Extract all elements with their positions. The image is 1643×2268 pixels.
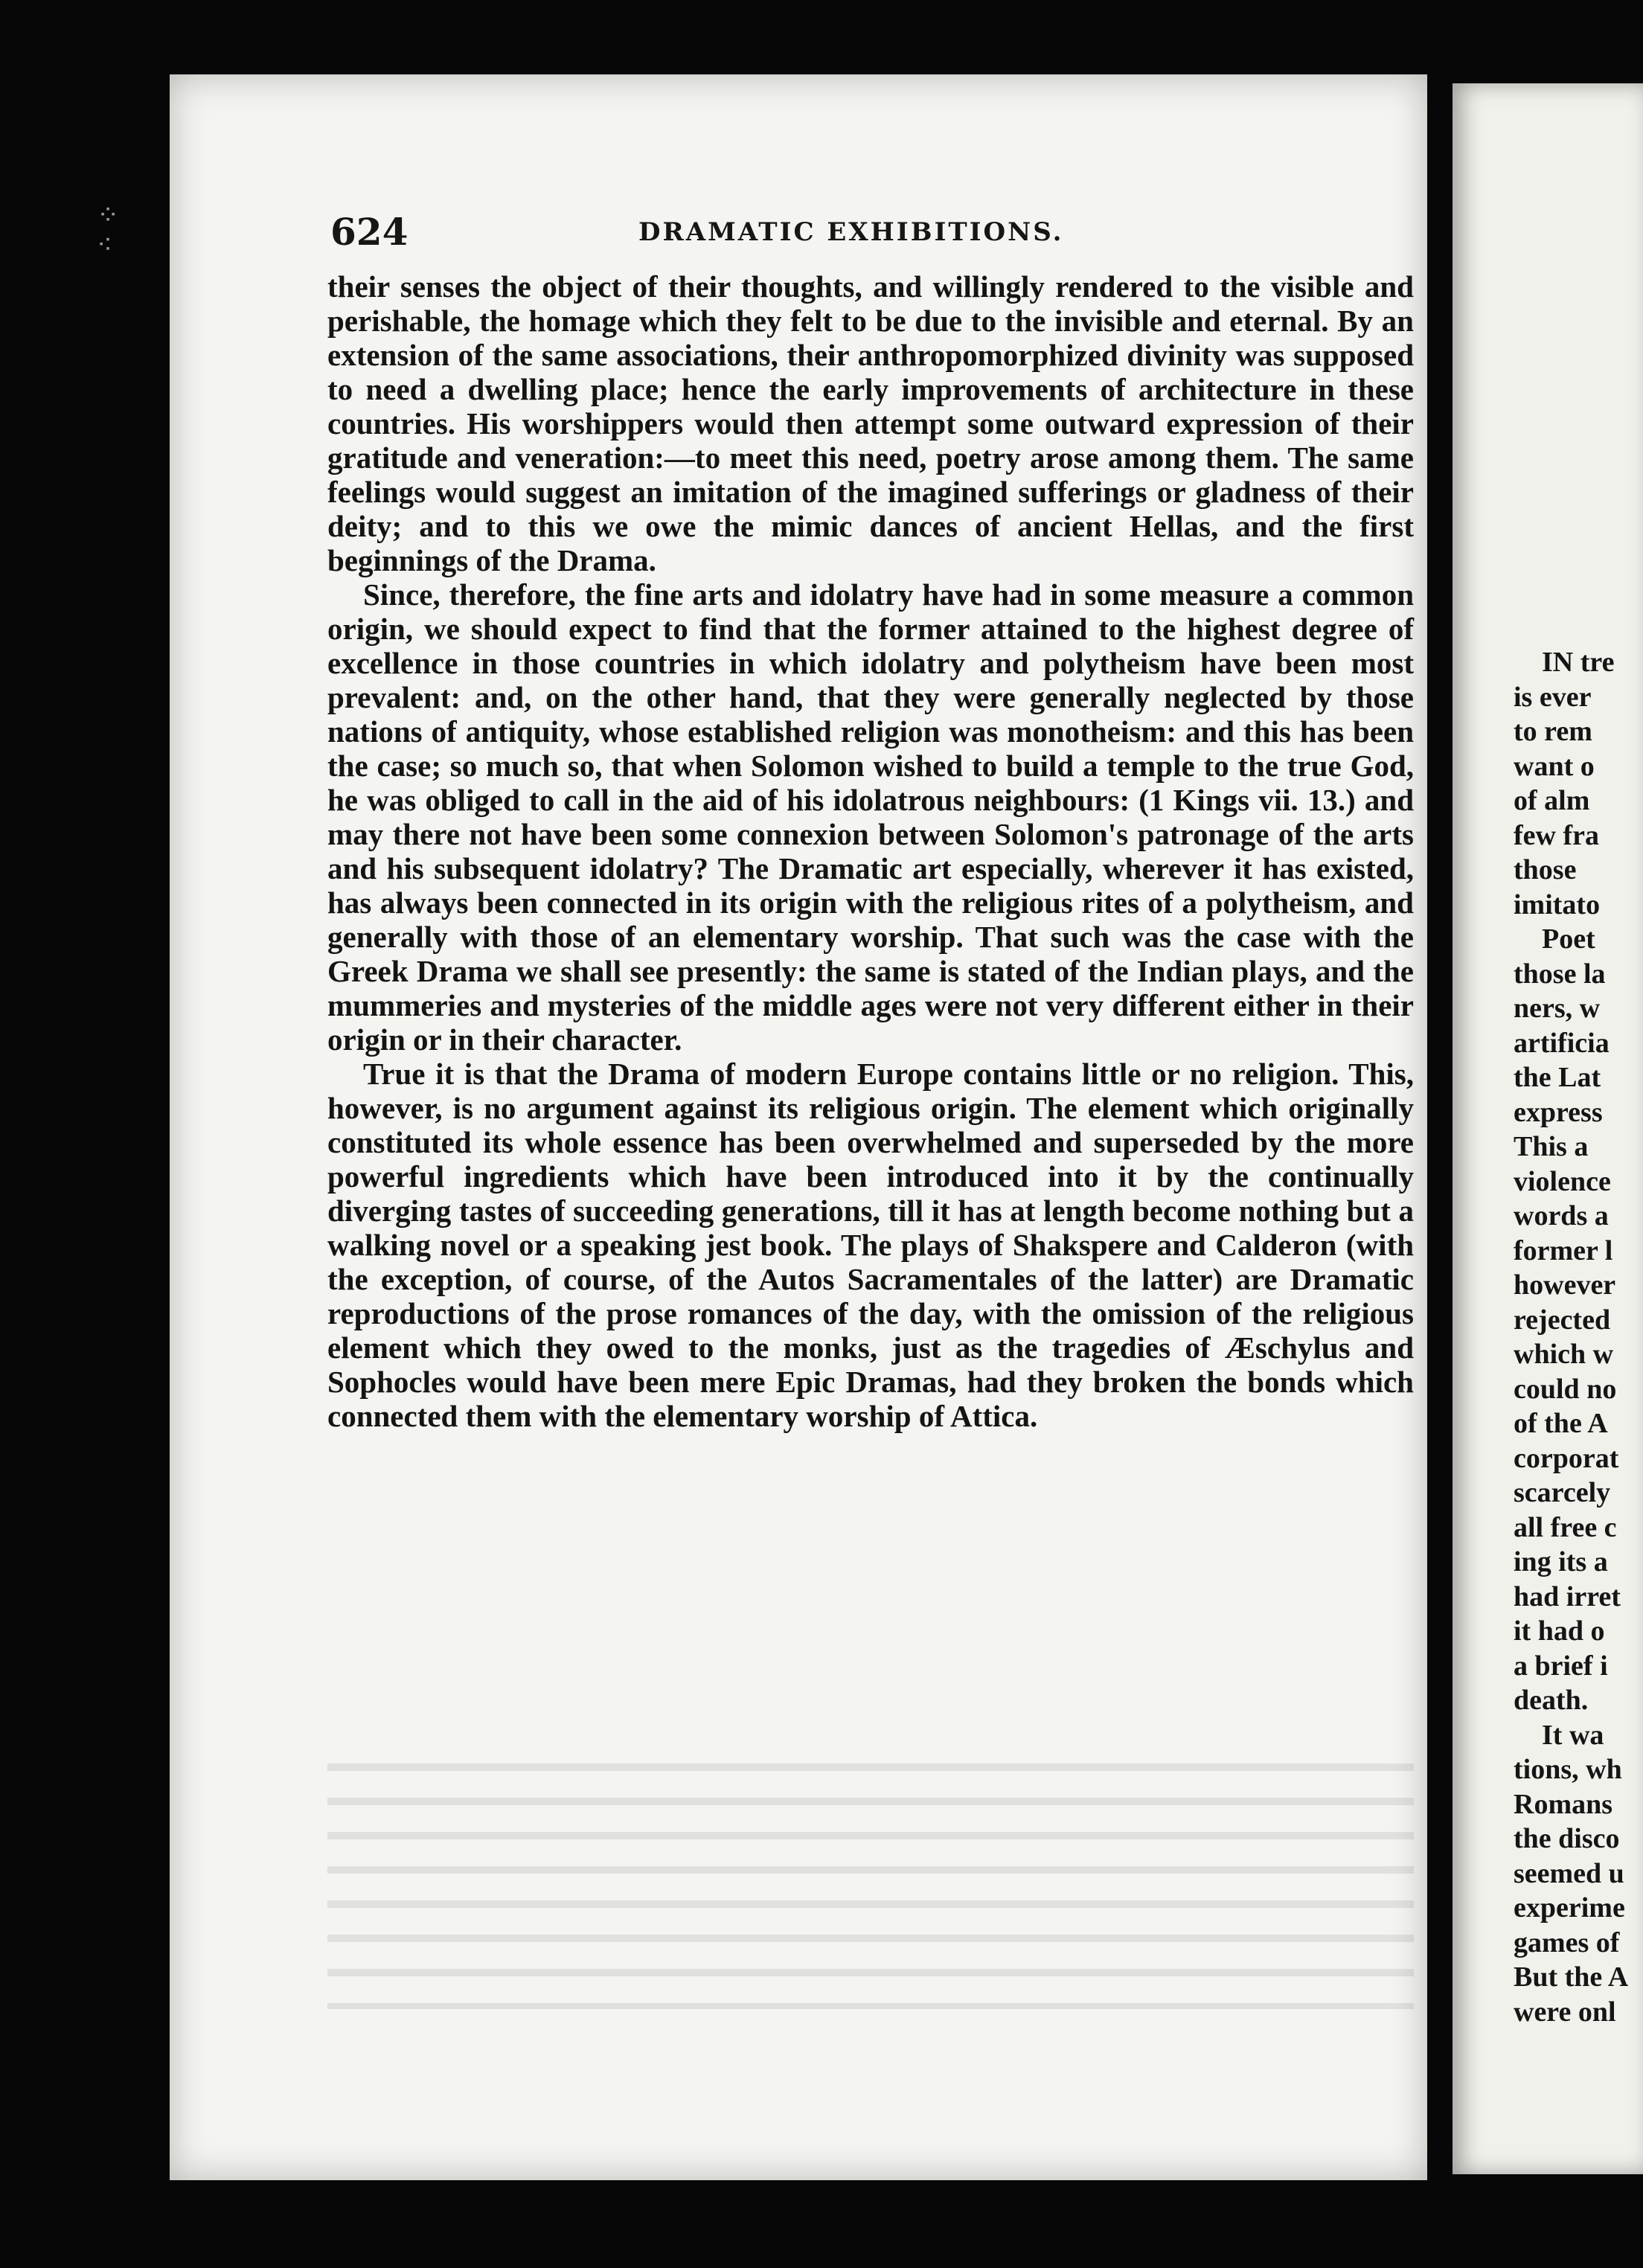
right-page-line: ing its a (1514, 1546, 1608, 1577)
paragraph-2: Since, therefore, the fine arts and idolatry have had in some measure a common origin, we should expect to find that the former attained to the highest degree of excellence in those countries in which idolatry and polytheism have been most prevalent: and, on the other hand, that they were generally neglected by those nations of antiquity, whose established religion was monotheism: and this has been the case; so much so, that when Solomon wished to build a temple to the true God, he was obliged to call in the aid of his idolatrous neighbours: (1 Kings vii. 13.) and may there not have been some connexion between Solomon's patronage of the arts and his subsequent idolatry? The Dramatic art especially, wherever it has existed, has always been connected in its origin with the religious rites of a polytheism, and generally with those of an elementary worship. That such was the case with the Greek Drama we shall see presently: the same is stated of the Indian plays, and the mummeries and mysteries of the middle ages were not very different either in their origin or in their character. (327, 577, 1414, 1057)
right-page-line: tions, wh (1514, 1754, 1622, 1785)
right-page-line: IN tre (1542, 647, 1615, 678)
right-page-line: few fra (1514, 819, 1599, 851)
right-page (1453, 83, 1643, 2174)
right-page-line: the disco (1514, 1823, 1620, 1854)
right-page-line: death. (1514, 1685, 1589, 1716)
right-page-line: But the A (1514, 1961, 1629, 1993)
right-page-line: experime (1514, 1892, 1625, 1923)
show-through-text (327, 1764, 1414, 2009)
right-page-line: express (1514, 1096, 1603, 1128)
right-page-line: words a (1514, 1200, 1609, 1231)
right-page-line: scarcely (1514, 1477, 1611, 1508)
right-page-line: could no (1514, 1373, 1617, 1405)
page-number: 624 (330, 210, 409, 254)
right-page-line: however (1514, 1269, 1616, 1301)
left-page (170, 74, 1427, 2180)
page-header (170, 210, 1427, 269)
body-text (327, 269, 1414, 1433)
right-page-line: rejected (1514, 1304, 1611, 1336)
right-page-line: corporat (1514, 1442, 1619, 1474)
right-page-line: all free c (1514, 1511, 1617, 1543)
running-title: DRAMATIC EXHIBITIONS. (638, 217, 1064, 247)
right-page-line: those (1514, 854, 1577, 885)
scan-artifact: ⁘ ⁖ (97, 200, 120, 260)
right-page-line: imitato (1514, 888, 1601, 920)
right-page-line: had irret (1514, 1580, 1621, 1612)
right-page-line: the Lat (1514, 1062, 1601, 1093)
right-page-line: is ever (1514, 681, 1592, 713)
right-page-text (1514, 645, 1643, 2029)
right-page-line: which w (1514, 1339, 1614, 1370)
paragraph-3: True it is that the Drama of modern Europe contains little or no religion. This, however, is no argument against its religious origin. The element which originally constituted its whole essence has been overwhelmed and superseded by the more powerful ingredients which have been introduced into it by the continually diverging tastes of succeeding generations, till it has at length become nothing but a walking novel or a speaking jest book. The plays of Shakspere and Calderon (with the exception, of course, of the Autos Sacramentales of the latter) are Dramatic reproductions of the prose romances of the day, with the omission of the religious element which they owed to the monks, just as the tragedies of Æschylus and Sophocles would have been mere Epic Dramas, had they broken the bonds which connected them with the elementary worship of Attica. (327, 1057, 1414, 1433)
right-page-line: artificia (1514, 1027, 1610, 1059)
right-page-line: This a (1514, 1131, 1589, 1162)
right-page-line: It wa (1542, 1719, 1604, 1751)
right-page-line: of the A (1514, 1408, 1608, 1439)
right-page-line: former l (1514, 1234, 1613, 1266)
right-page-line: games of (1514, 1926, 1620, 1958)
paragraph-1: their senses the object of their thoughts, and willingly rendered to the visible and perishable, the homage which they felt to be due to the invisible and eternal. By an extension of the same associations, their anthropomorphized divinity was supposed to need a dwelling place; hence the early improvements of architecture in these countries. His worshippers would then attempt some outward expression of their gratitude and veneration:—to meet this need, poetry arose among them. The same feelings would suggest an imitation of the imagined sufferings or gladness of their deity; and to this we owe the mimic dances of ancient Hellas, and the first beginnings of the Drama. (327, 269, 1414, 577)
right-page-line: Poet (1542, 923, 1595, 955)
right-page-line: to rem (1514, 716, 1592, 747)
right-page-line: violence (1514, 1165, 1611, 1197)
right-page-line: ners, w (1514, 993, 1601, 1024)
right-page-line: were onl (1514, 1996, 1616, 2028)
right-page-line: it had o (1514, 1615, 1605, 1647)
right-page-line: those la (1514, 958, 1606, 990)
right-page-line: seemed u (1514, 1857, 1624, 1889)
right-page-line: of alm (1514, 785, 1590, 816)
right-page-line: want o (1514, 750, 1595, 782)
right-page-line: a brief i (1514, 1650, 1608, 1682)
right-page-line: Romans (1514, 1788, 1613, 1820)
